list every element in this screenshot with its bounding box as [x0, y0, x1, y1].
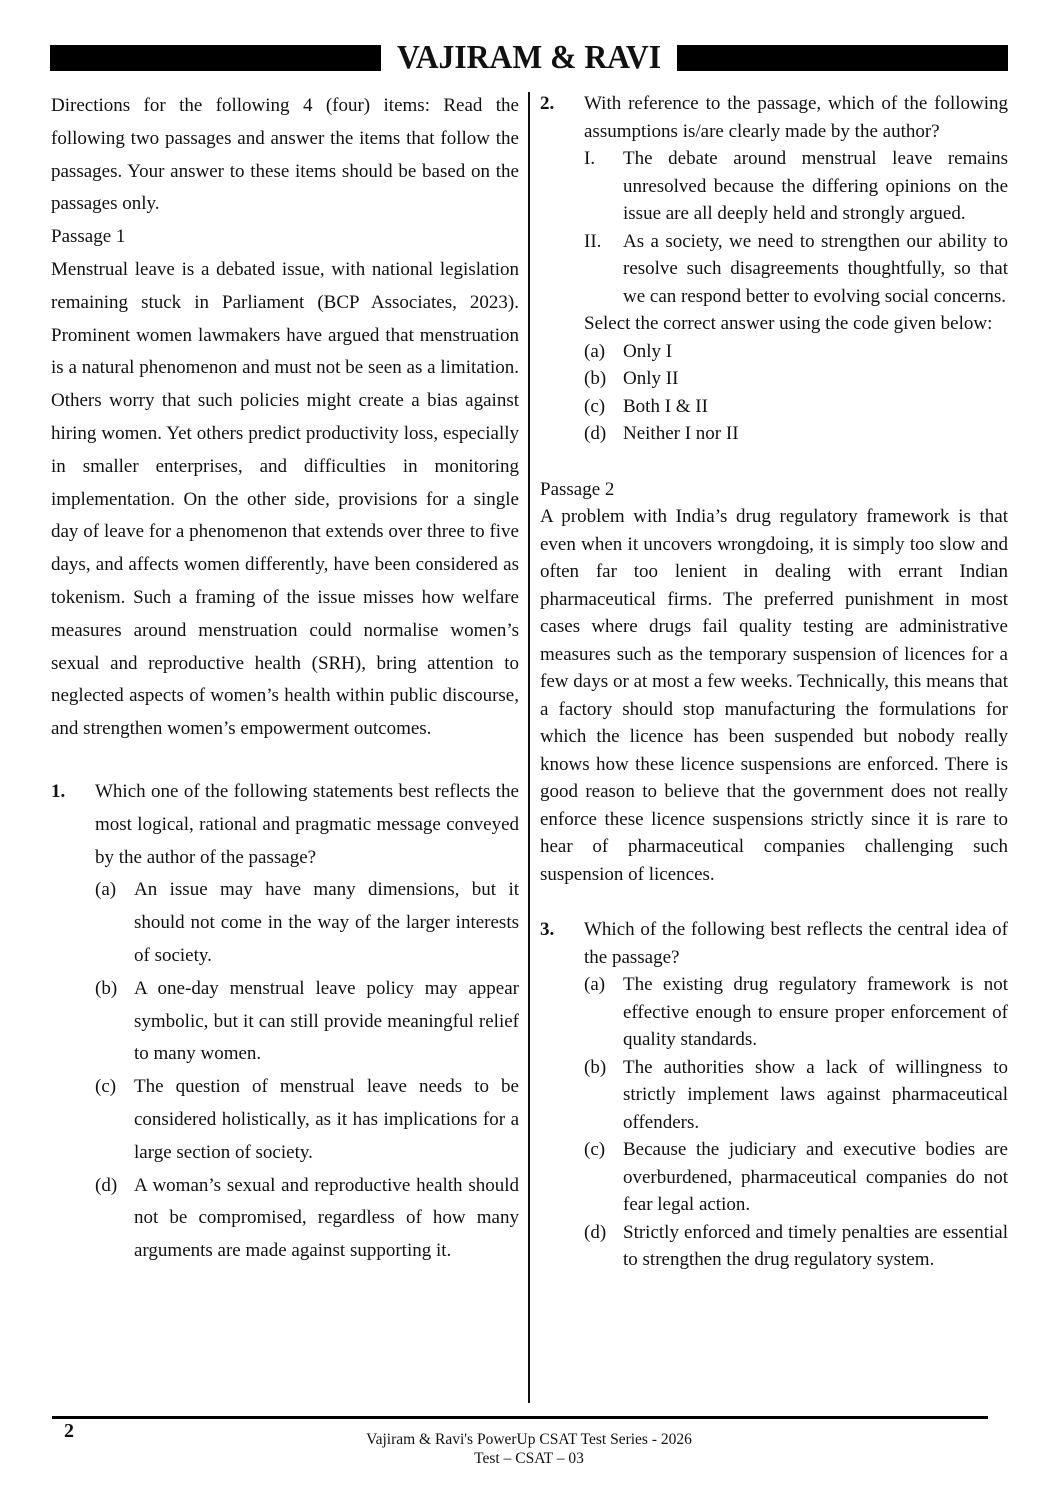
directions: Directions for the following 4 (four) items: Read the following two passages and answer the items that follow the passages. Your answer to these items should be based on the passages only.: [51, 95, 519, 215]
statement-text: As a society, we need to strengthen our ability to resolve such disagreements thoughtfully, so that we can respond better to evolving social concerns.: [623, 230, 1008, 307]
question-stem: Which one of the following statements best reflects the most logical, rational and pragmatic message conveyed by the author of the passage?: [95, 780, 519, 868]
question-number: 1.: [51, 780, 66, 802]
passage2-label: Passage 2: [540, 478, 615, 500]
option-b[interactable]: [584, 1054, 1008, 1137]
option-label: (d): [584, 1221, 607, 1243]
page-header: [50, 40, 1008, 76]
option-label: (c): [584, 1139, 606, 1160]
option-text: The existing drug regulatory framework is not effective enough to ensure proper enforcement of quality standards.: [623, 974, 1008, 1050]
option-label: (b): [584, 368, 607, 389]
footer-series: Vajiram & Ravi's PowerUp CSAT Test Series - 2026: [366, 1431, 692, 1448]
question-number: 2.: [540, 93, 555, 114]
option-a[interactable]: [584, 971, 1008, 1054]
question-stem: Which of the following best reflects the central idea of the passage?: [584, 919, 1008, 968]
option-text: Neither I nor II: [623, 423, 739, 444]
statement-label: II.: [584, 230, 602, 252]
option-text: Only I: [623, 340, 673, 362]
option-c[interactable]: [95, 1071, 519, 1169]
option-label: (c): [95, 1076, 117, 1098]
statement-2: [584, 228, 1008, 311]
option-a[interactable]: [584, 338, 1008, 366]
option-label: (b): [95, 977, 118, 999]
option-a[interactable]: [95, 874, 519, 972]
header-bar-right: [677, 45, 1008, 71]
right-column: [540, 90, 1008, 1274]
option-text: The question of menstrual leave needs to be considered holistically, as it has implications for a large section of society.: [134, 1076, 519, 1163]
option-text: Both I & II: [623, 395, 708, 417]
option-text: The authorities show a lack of willingness to strictly implement laws against pharmaceutical offenders.: [623, 1056, 1008, 1133]
option-d[interactable]: [95, 1170, 519, 1268]
passage1-label: Passage 1: [51, 226, 126, 248]
option-label: (d): [584, 423, 607, 444]
header-title: VAJIRAM & RAVI: [396, 39, 662, 76]
option-label: (a): [95, 879, 117, 901]
question-stem: With reference to the passage, which of the following assumptions is/are clearly made by the author?: [584, 93, 1008, 142]
option-c[interactable]: [584, 1136, 1008, 1219]
statement-1: [584, 145, 1008, 228]
option-label: (a): [584, 340, 606, 362]
passage1-text: Menstrual leave is a debated issue, with national legislation remaining stuck in Parliament (BCP Associates, 2023). Prominent women lawmakers have argued that menstruation is a natural phenomenon and must not be seen as a limitation. Others worry that such policies might create a bias against hiring women. Yet others predict productivity loss, especially in smaller enterprises, and difficulties in monitoring implementation. On the other side, provisions for a single day of leave for a phenomenon that extends over three to five days, and affects women differently, have been considered as tokenism. Such a framing of the issue misses how welfare measures around menstruation could normalise women’s sexual and reproductive health (SRH), bring attention to neglected aspects of women’s health within public discourse, and strengthen women’s empowerment outcomes.: [51, 258, 519, 740]
option-label: (d): [95, 1174, 118, 1196]
question-instruction: Select the correct answer using the code given below:: [584, 313, 993, 334]
option-text: A woman’s sexual and reproductive health should not be compromised, regardless of how many arguments are made against supporting it.: [134, 1174, 519, 1262]
option-label: (c): [584, 395, 606, 417]
option-text: Only II: [623, 368, 679, 389]
option-c[interactable]: [584, 393, 1008, 421]
option-text: Because the judiciary and executive bodies are overburdened, pharmaceutical companies do not fear legal action.: [623, 1139, 1008, 1215]
option-b[interactable]: [95, 973, 519, 1071]
option-label: (b): [584, 1056, 607, 1078]
option-text: Strictly enforced and timely penalties are essential to strengthen the drug regulatory system.: [623, 1221, 1008, 1270]
header-bar-left: [50, 45, 381, 71]
question-3: [540, 916, 1008, 1274]
column-divider: [528, 92, 530, 1403]
footer: [0, 1430, 1058, 1468]
question-1: [51, 776, 519, 1268]
passage2-text: A problem with India’s drug regulatory framework is that even when it uncovers wrongdoing, it is simply too slow and often far too lenient in dealing with errant Indian pharmaceutical firms. The preferred punishment in most cases where drugs fail quality testing are administrative measures such as the temporary suspension of licences for a few days or at most a few weeks. Technically, this means that a factory should stop manufacturing the formulations for which the licence has been suspended but nobody really knows how these licence suspensions are enforced. There is good reason to believe that the government does not really enforce these licence suspensions strictly since it is rare to hear of pharmaceutical companies challenging such suspension of licences.: [540, 506, 1008, 885]
page-number: 2: [64, 1420, 74, 1442]
footer-test: Test – CSAT – 03: [474, 1450, 584, 1467]
option-text: A one-day menstrual leave policy may appear symbolic, but it can still provide meaningful relief to many women.: [134, 977, 519, 1065]
option-label: (a): [584, 974, 606, 995]
question-number: 3.: [540, 919, 555, 940]
left-column: [51, 90, 519, 1268]
question-2: [540, 90, 1008, 448]
footer-rule: [52, 1416, 988, 1419]
option-d[interactable]: [584, 420, 1008, 448]
option-d[interactable]: [584, 1219, 1008, 1274]
option-b[interactable]: [584, 365, 1008, 393]
statement-label: I.: [584, 148, 596, 169]
option-text: An issue may have many dimensions, but it should not come in the way of the larger interests of society.: [134, 879, 519, 966]
statement-text: The debate around menstrual leave remains unresolved because the differing opinions on the issue are all deeply held and strongly argued.: [623, 148, 1008, 224]
